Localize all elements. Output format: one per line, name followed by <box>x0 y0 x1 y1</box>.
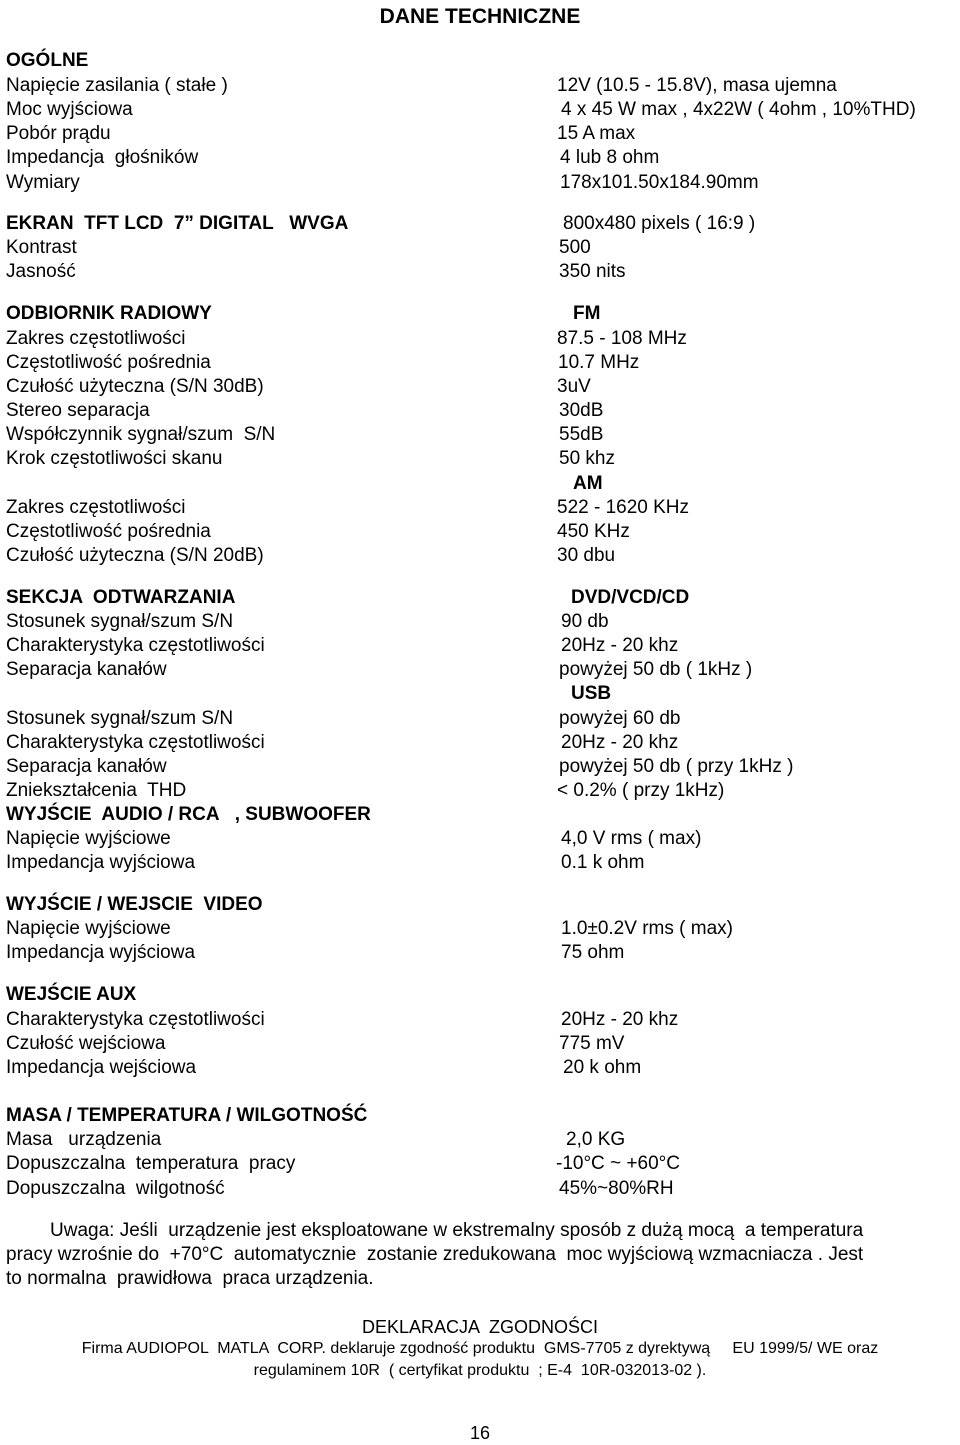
spec-label: Jasność <box>6 261 76 282</box>
spec-value: powyżej 50 db ( przy 1kHz ) <box>559 756 794 777</box>
spec-value: 0.1 k ohm <box>561 852 645 873</box>
spec-value: powyżej 60 db <box>559 708 681 729</box>
section-header-general: OGÓLNE <box>6 50 89 71</box>
spec-value: 522 - 1620 KHz <box>557 497 690 518</box>
spec-value: 2,0 KG <box>566 1129 626 1150</box>
note-line: pracy wzrośnie do +70°C automatycznie zostanie zredukowana moc wyjściową wzmacniacza . Jest <box>6 1244 864 1265</box>
spec-label: Separacja kanałów <box>6 756 167 777</box>
spec-value: 450 KHz <box>557 521 630 542</box>
section-header-playback: SEKCJA ODTWARZANIA <box>6 587 236 608</box>
spec-label: Krok częstotliwości skanu <box>6 448 223 469</box>
spec-label: Moc wyjściowa <box>6 99 133 120</box>
spec-value: 178x101.50x184.90mm <box>560 172 759 193</box>
section-header-aux: WEJŚCIE AUX <box>6 984 137 1005</box>
spec-value: 1.0±0.2V rms ( max) <box>561 918 733 939</box>
spec-value: 4,0 V rms ( max) <box>561 828 702 849</box>
spec-label: Dopuszczalna temperatura pracy <box>6 1153 296 1174</box>
source-label-disc: DVD/VCD/CD <box>571 587 690 608</box>
spec-value: 20Hz - 20 khz <box>561 1009 679 1030</box>
source-label-usb: USB <box>571 683 612 704</box>
spec-label: Impedancja wejściowa <box>6 1057 197 1078</box>
spec-value: 55dB <box>559 424 604 445</box>
note-line: to normalna prawidłowa praca urządzenia. <box>6 1268 374 1289</box>
spec-value: 4 lub 8 ohm <box>560 147 660 168</box>
spec-label: Charakterystyka częstotliwości <box>6 635 265 656</box>
spec-label: Napięcie wyjściowe <box>6 828 171 849</box>
spec-label: Zniekształcenia THD <box>6 780 187 801</box>
spec-value: 75 ohm <box>561 942 625 963</box>
section-header-mass: MASA / TEMPERATURA / WILGOTNOŚĆ <box>6 1105 368 1126</box>
spec-value: 4 x 45 W max , 4x22W ( 4ohm , 10%THD) <box>561 99 916 120</box>
spec-label: Stosunek sygnał/szum S/N <box>6 708 234 729</box>
spec-value: < 0.2% ( przy 1kHz) <box>557 780 725 801</box>
spec-label: Wymiary <box>6 172 80 193</box>
spec-label: Napięcie wyjściowe <box>6 918 171 939</box>
declaration-line: regulaminem 10R ( certyfikat produktu ; E-4 10R-032013-02 ). <box>253 1362 707 1379</box>
section-header-radio: ODBIORNIK RADIOWY <box>6 303 212 324</box>
spec-label: Częstotliwość pośrednia <box>6 352 211 373</box>
spec-value: 350 nits <box>559 261 626 282</box>
screen-resolution: 800x480 pixels ( 16:9 ) <box>563 213 756 234</box>
spec-label: Dopuszczalna wilgotność <box>6 1178 225 1199</box>
spec-label: Napięcie zasilania ( stałe ) <box>6 75 228 96</box>
section-header-video: WYJŚCIE / WEJSCIE VIDEO <box>6 894 263 915</box>
spec-value: -10°C ~ +60°C <box>556 1153 680 1174</box>
spec-value: 3uV <box>557 376 591 397</box>
spec-value: 87.5 - 108 MHz <box>557 328 687 349</box>
spec-label: Stereo separacja <box>6 400 150 421</box>
spec-value: 20 k ohm <box>563 1057 642 1078</box>
spec-label: Impedancja głośników <box>6 147 199 168</box>
spec-value: 500 <box>559 237 591 258</box>
note-line: Uwaga: Jeśli urządzenie jest eksploatowane w ekstremalny sposób z dużą mocą a temperatura <box>50 1220 864 1241</box>
spec-label: Współczynnik sygnał/szum S/N <box>6 424 276 445</box>
spec-label: Czułość użyteczna (S/N 20dB) <box>6 545 264 566</box>
spec-label: Pobór prądu <box>6 123 111 144</box>
spec-value: 12V (10.5 - 15.8V), masa ujemna <box>557 75 837 96</box>
spec-value: 15 A max <box>557 123 636 144</box>
spec-value: 10.7 MHz <box>558 352 640 373</box>
spec-value: 20Hz - 20 khz <box>561 635 679 656</box>
spec-value: 20Hz - 20 khz <box>561 732 679 753</box>
spec-value: 90 db <box>561 611 609 632</box>
spec-value: 30 dbu <box>557 545 616 566</box>
page-number: 16 <box>469 1423 491 1443</box>
spec-label: Zakres częstotliwości <box>6 497 186 518</box>
band-label-am: AM <box>573 473 603 494</box>
spec-label: Impedancja wyjściowa <box>6 852 196 873</box>
spec-label: Częstotliwość pośrednia <box>6 521 211 542</box>
spec-label: Masa urządzenia <box>6 1129 162 1150</box>
spec-label: Stosunek sygnał/szum S/N <box>6 611 234 632</box>
section-header-audio-out: WYJŚCIE AUDIO / RCA , SUBWOOFER <box>6 804 371 825</box>
spec-label: Charakterystyka częstotliwości <box>6 732 265 753</box>
spec-value: 50 khz <box>559 448 615 469</box>
band-label-fm: FM <box>573 303 601 324</box>
section-header-screen: EKRAN TFT LCD 7” DIGITAL WVGA <box>6 213 349 234</box>
spec-label: Separacja kanałów <box>6 659 167 680</box>
spec-value: 45%~80%RH <box>559 1178 674 1199</box>
spec-value: 30dB <box>559 400 604 421</box>
spec-value: 775 mV <box>559 1033 625 1054</box>
spec-label: Impedancja wyjściowa <box>6 942 196 963</box>
spec-value: powyżej 50 db ( 1kHz ) <box>559 659 753 680</box>
spec-label: Czułość wejściowa <box>6 1033 166 1054</box>
declaration-line: Firma AUDIOPOL MATLA CORP. deklaruje zgodność produktu GMS-7705 z dyrektywą EU 1999/5/ WE oraz <box>81 1340 879 1357</box>
spec-label: Czułość użyteczna (S/N 30dB) <box>6 376 264 397</box>
spec-label: Charakterystyka częstotliwości <box>6 1009 265 1030</box>
spec-label: Kontrast <box>6 237 77 258</box>
page-title: DANE TECHNICZNE <box>379 5 581 28</box>
declaration-title: DEKLARACJA ZGODNOŚCI <box>361 1317 599 1337</box>
spec-label: Zakres częstotliwości <box>6 328 186 349</box>
